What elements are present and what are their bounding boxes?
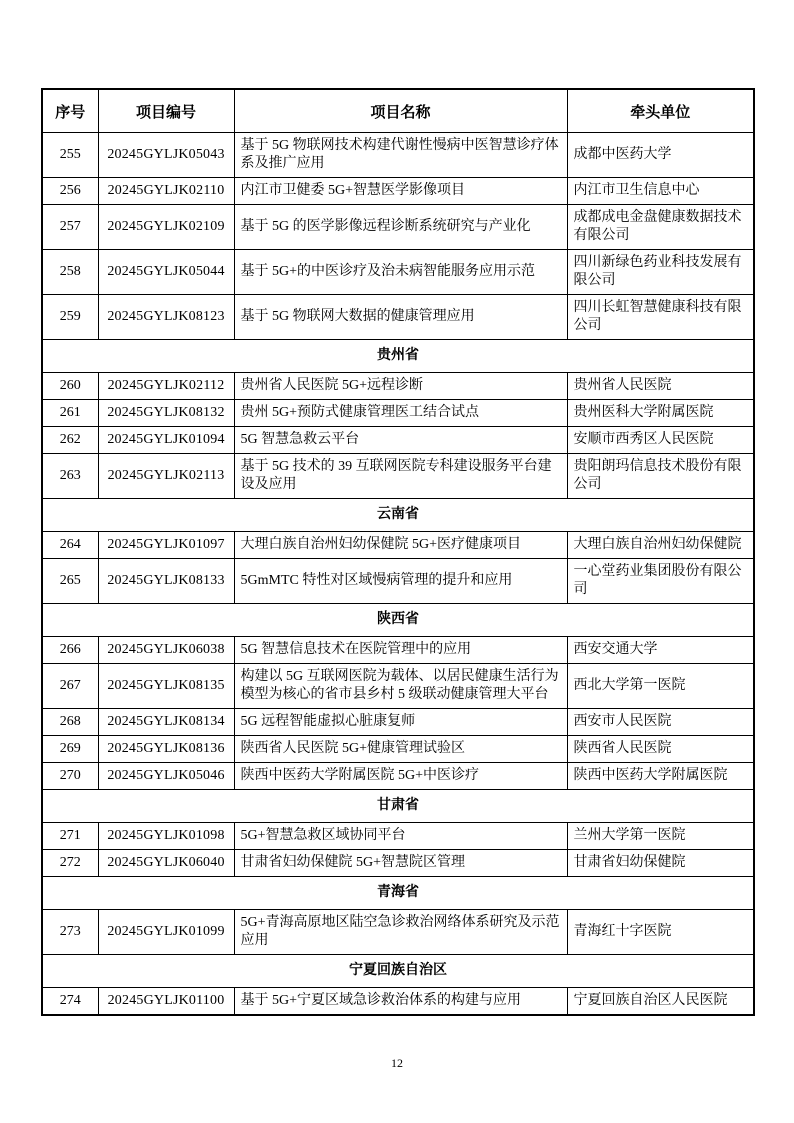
table-row <box>42 133 754 178</box>
cell-name: 5G 智慧信息技术在医院管理中的应用 <box>234 637 567 664</box>
page-number: 12 <box>391 1056 403 1070</box>
header-seq: 序号 <box>42 89 98 133</box>
cell-code: 20245GYLJK05044 <box>98 250 234 295</box>
cell-seq: 273 <box>42 910 98 955</box>
cell-unit: 贵州医科大学附属医院 <box>567 400 754 427</box>
cell-name: 贵州省人民医院 5G+远程诊断 <box>234 373 567 400</box>
cell-name: 基于 5G+宁夏区域急诊救治体系的构建与应用 <box>234 988 567 1016</box>
cell-seq: 263 <box>42 454 98 499</box>
table-row <box>42 250 754 295</box>
section-row <box>42 790 754 823</box>
cell-seq: 259 <box>42 295 98 340</box>
section-label: 青海省 <box>42 877 754 910</box>
cell-code: 20245GYLJK08134 <box>98 709 234 736</box>
cell-unit: 大理白族自治州妇幼保健院 <box>567 532 754 559</box>
cell-name: 甘肃省妇幼保健院 5G+智慧院区管理 <box>234 850 567 877</box>
section-row <box>42 604 754 637</box>
cell-name: 陕西省人民医院 5G+健康管理试验区 <box>234 736 567 763</box>
cell-seq: 256 <box>42 178 98 205</box>
table-row <box>42 763 754 790</box>
cell-unit: 内江市卫生信息中心 <box>567 178 754 205</box>
cell-seq: 266 <box>42 637 98 664</box>
cell-code: 20245GYLJK01098 <box>98 823 234 850</box>
cell-name: 贵州 5G+预防式健康管理医工结合试点 <box>234 400 567 427</box>
header-code: 项目编号 <box>98 89 234 133</box>
cell-seq: 271 <box>42 823 98 850</box>
cell-unit: 西安交通大学 <box>567 637 754 664</box>
cell-code: 20245GYLJK02110 <box>98 178 234 205</box>
cell-seq: 260 <box>42 373 98 400</box>
table-row <box>42 373 754 400</box>
cell-seq: 265 <box>42 559 98 604</box>
cell-code: 20245GYLJK08133 <box>98 559 234 604</box>
cell-seq: 258 <box>42 250 98 295</box>
section-label: 陕西省 <box>42 604 754 637</box>
cell-name: 构建以 5G 互联网医院为载体、以居民健康生活行为模型为核心的省市县乡村 5 级联动健康管理大平台 <box>234 664 567 709</box>
cell-name: 5G 智慧急救云平台 <box>234 427 567 454</box>
table-row <box>42 559 754 604</box>
cell-unit: 贵州省人民医院 <box>567 373 754 400</box>
cell-name: 基于 5G+的中医诊疗及治未病智能服务应用示范 <box>234 250 567 295</box>
cell-unit: 四川长虹智慧健康科技有限公司 <box>567 295 754 340</box>
section-label: 甘肃省 <box>42 790 754 823</box>
cell-name: 基于 5G 物联网技术构建代谢性慢病中医智慧诊疗体系及推广应用 <box>234 133 567 178</box>
cell-seq: 257 <box>42 205 98 250</box>
cell-name: 陕西中医药大学附属医院 5G+中医诊疗 <box>234 763 567 790</box>
cell-code: 20245GYLJK08136 <box>98 736 234 763</box>
table-row <box>42 427 754 454</box>
cell-unit: 陕西中医药大学附属医院 <box>567 763 754 790</box>
cell-seq: 270 <box>42 763 98 790</box>
cell-seq: 269 <box>42 736 98 763</box>
cell-name: 基于 5G 物联网大数据的健康管理应用 <box>234 295 567 340</box>
cell-seq: 261 <box>42 400 98 427</box>
cell-code: 20245GYLJK01097 <box>98 532 234 559</box>
table-row <box>42 637 754 664</box>
cell-name: 5GmMTC 特性对区域慢病管理的提升和应用 <box>234 559 567 604</box>
table-row <box>42 736 754 763</box>
table-header <box>42 89 754 133</box>
cell-unit: 甘肃省妇幼保健院 <box>567 850 754 877</box>
cell-code: 20245GYLJK01094 <box>98 427 234 454</box>
cell-code: 20245GYLJK06038 <box>98 637 234 664</box>
table-row <box>42 823 754 850</box>
header-unit: 牵头单位 <box>567 89 754 133</box>
cell-name: 大理白族自治州妇幼保健院 5G+医疗健康项目 <box>234 532 567 559</box>
section-label: 宁夏回族自治区 <box>42 955 754 988</box>
cell-seq: 264 <box>42 532 98 559</box>
cell-code: 20245GYLJK08123 <box>98 295 234 340</box>
cell-unit: 宁夏回族自治区人民医院 <box>567 988 754 1016</box>
cell-unit: 陕西省人民医院 <box>567 736 754 763</box>
cell-unit: 青海红十字医院 <box>567 910 754 955</box>
table-row <box>42 454 754 499</box>
table-body <box>42 133 754 1016</box>
project-table <box>41 88 755 1016</box>
cell-name: 基于 5G 的医学影像远程诊断系统研究与产业化 <box>234 205 567 250</box>
cell-code: 20245GYLJK05046 <box>98 763 234 790</box>
table-row <box>42 178 754 205</box>
cell-name: 基于 5G 技术的 39 互联网医院专科建设服务平台建设及应用 <box>234 454 567 499</box>
cell-code: 20245GYLJK06040 <box>98 850 234 877</box>
cell-unit: 西安市人民医院 <box>567 709 754 736</box>
cell-name: 5G 远程智能虚拟心脏康复师 <box>234 709 567 736</box>
table-row <box>42 988 754 1016</box>
table-row <box>42 850 754 877</box>
table-row <box>42 664 754 709</box>
header-row <box>42 89 754 133</box>
section-label: 云南省 <box>42 499 754 532</box>
header-name: 项目名称 <box>234 89 567 133</box>
section-row <box>42 955 754 988</box>
cell-unit: 四川新绿色药业科技发展有限公司 <box>567 250 754 295</box>
cell-code: 20245GYLJK02113 <box>98 454 234 499</box>
cell-unit: 一心堂药业集团股份有限公司 <box>567 559 754 604</box>
cell-unit: 成都中医药大学 <box>567 133 754 178</box>
cell-unit: 安顺市西秀区人民医院 <box>567 427 754 454</box>
table-row <box>42 400 754 427</box>
cell-unit: 西北大学第一医院 <box>567 664 754 709</box>
cell-code: 20245GYLJK01099 <box>98 910 234 955</box>
cell-unit: 兰州大学第一医院 <box>567 823 754 850</box>
table-row <box>42 910 754 955</box>
section-label: 贵州省 <box>42 340 754 373</box>
section-row <box>42 340 754 373</box>
table-row <box>42 205 754 250</box>
cell-name: 5G+青海高原地区陆空急诊救治网络体系研究及示范应用 <box>234 910 567 955</box>
cell-code: 20245GYLJK02109 <box>98 205 234 250</box>
cell-code: 20245GYLJK05043 <box>98 133 234 178</box>
cell-code: 20245GYLJK02112 <box>98 373 234 400</box>
cell-seq: 274 <box>42 988 98 1016</box>
cell-name: 5G+智慧急救区域协同平台 <box>234 823 567 850</box>
cell-seq: 272 <box>42 850 98 877</box>
cell-code: 20245GYLJK08132 <box>98 400 234 427</box>
cell-seq: 268 <box>42 709 98 736</box>
cell-unit: 成都成电金盘健康数据技术有限公司 <box>567 205 754 250</box>
cell-seq: 267 <box>42 664 98 709</box>
table-row <box>42 295 754 340</box>
cell-seq: 262 <box>42 427 98 454</box>
table-row <box>42 709 754 736</box>
table-row <box>42 532 754 559</box>
section-row <box>42 877 754 910</box>
cell-seq: 255 <box>42 133 98 178</box>
section-row <box>42 499 754 532</box>
cell-unit: 贵阳朗玛信息技术股份有限公司 <box>567 454 754 499</box>
cell-code: 20245GYLJK01100 <box>98 988 234 1016</box>
cell-name: 内江市卫健委 5G+智慧医学影像项目 <box>234 178 567 205</box>
cell-code: 20245GYLJK08135 <box>98 664 234 709</box>
